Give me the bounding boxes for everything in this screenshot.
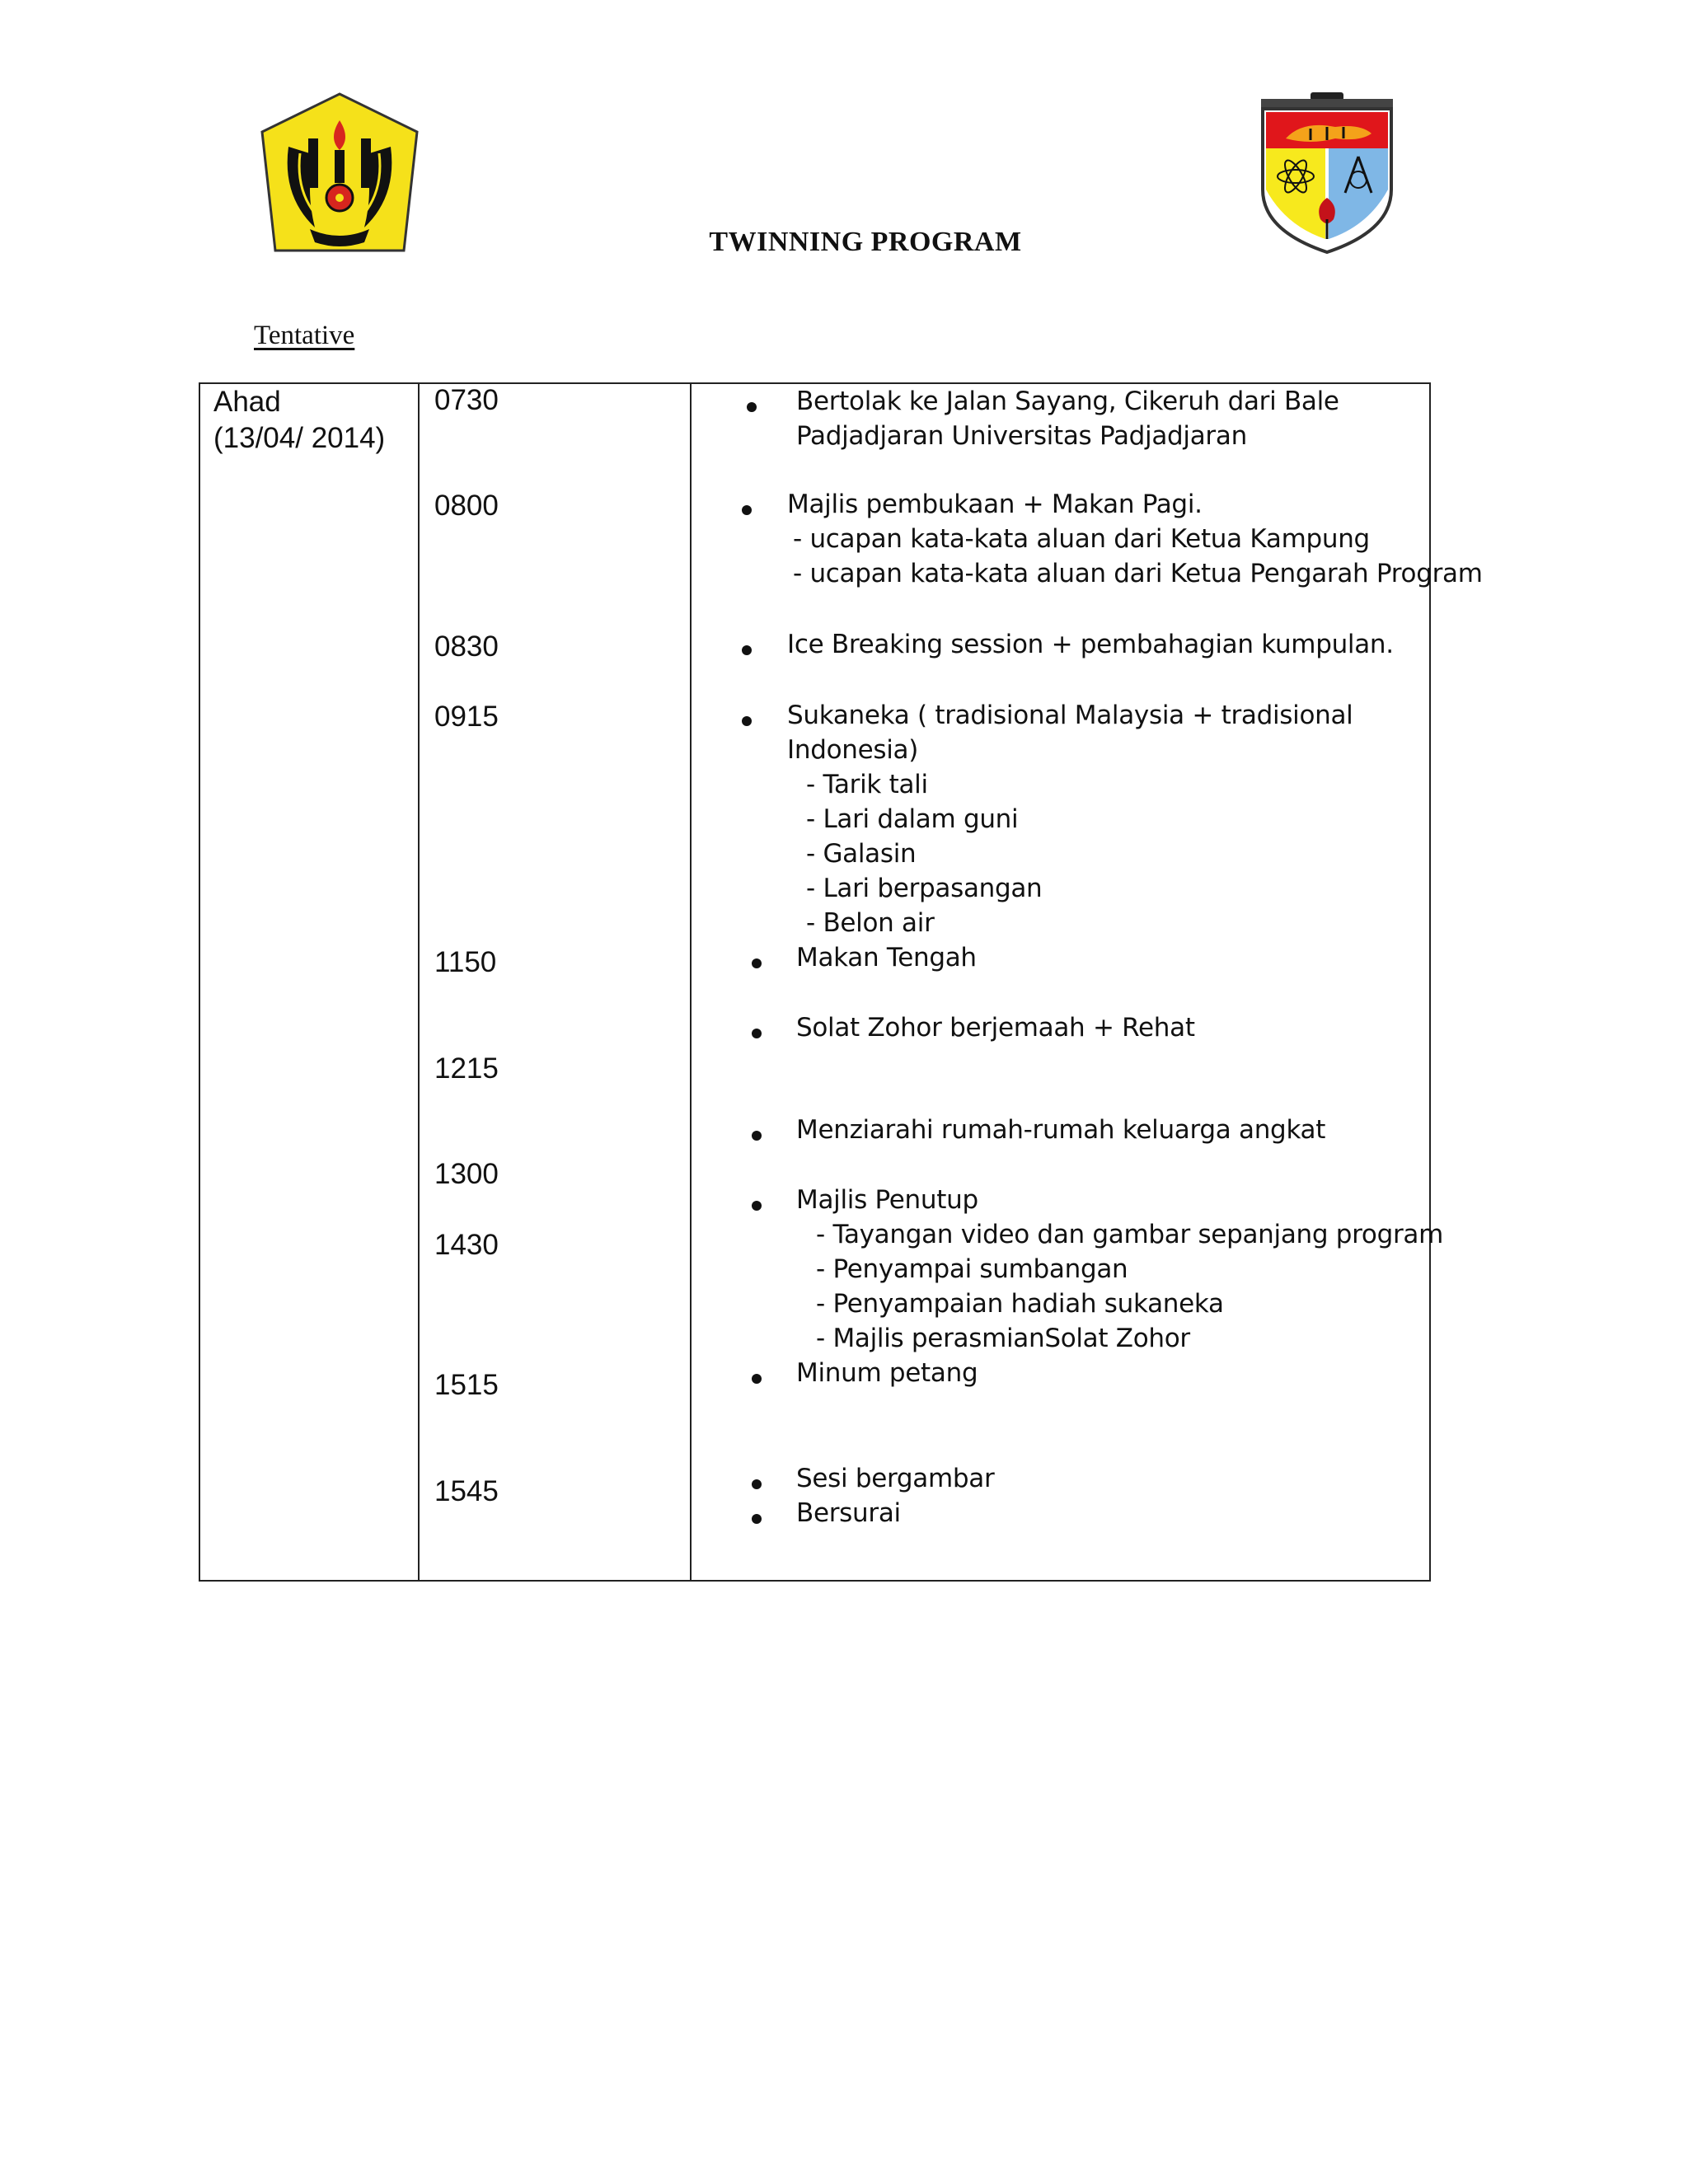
bullet-icon [752,1029,762,1038]
activity-line: Bertolak ke Jalan Sayang, Cikeruh dari Bale [796,387,1339,416]
activity-line: - Tarik tali [806,770,928,799]
time-cell: 0830 [434,630,499,663]
activity-line: Bersurai [796,1498,901,1528]
bullet-icon [752,1514,762,1524]
activity-line: Padjadjaran Universitas Padjadjaran [796,421,1247,451]
document-title: TWINNING PROGRAM [709,227,1022,257]
activity-line: Makan Tengah [796,943,977,972]
activity-line: - Majlis perasmianSolat Zohor [816,1324,1190,1353]
activity-line: - Penyampaian hadiah sukaneka [816,1289,1224,1319]
activity-line: - Lari berpasangan [806,874,1043,903]
activity-line: - Belon air [806,908,935,938]
activity-line: Minum petang [796,1358,978,1388]
time-cell: 0915 [434,701,499,733]
activity-line: Solat Zohor berjemaah + Rehat [796,1013,1195,1043]
time-cell: 1515 [434,1369,499,1401]
bullet-icon [752,958,762,968]
bullet-icon [742,645,752,655]
activity-line: Majlis pembukaan + Makan Pagi. [787,490,1203,519]
activity-line: - Penyampai sumbangan [816,1254,1128,1284]
activity-line: Majlis Penutup [796,1185,978,1215]
activity-line: Sukaneka ( tradisional Malaysia + tradisional [787,701,1353,730]
time-cell: 1150 [434,946,497,978]
bullet-icon [752,1374,762,1384]
activity-line: - Galasin [806,839,917,869]
document-subtitle: Tentative [254,321,355,350]
day-date: (13/04/ 2014) [213,422,386,454]
time-cell: 0800 [434,490,499,522]
activity-line: - Lari dalam guni [806,804,1019,834]
activity-line: - ucapan kata-kata aluan dari Ketua Pengarah Program [793,559,1483,588]
time-cell: 1545 [434,1475,499,1507]
bullet-icon [752,1201,762,1211]
activity-line: - ucapan kata-kata aluan dari Ketua Kampung [793,524,1370,554]
activity-line: Sesi bergambar [796,1464,995,1493]
bullet-icon [747,402,757,412]
table-divider [690,382,692,1582]
time-cell: 0730 [434,384,499,416]
activity-line: Indonesia) [787,735,919,765]
activity-line: Ice Breaking session + pembahagian kumpulan. [787,630,1394,659]
bullet-icon [752,1479,762,1489]
day-cell [213,384,385,457]
time-cell: 1430 [434,1229,499,1261]
activity-line: - Tayangan video dan gambar sepanjang program [816,1220,1444,1249]
day-name: Ahad [213,386,281,418]
time-cell: 1215 [434,1052,499,1085]
bullet-icon [742,716,752,726]
time-cell: 1300 [434,1158,499,1190]
bullet-icon [752,1131,762,1141]
table-divider [418,382,420,1582]
bullet-icon [742,505,752,515]
activity-line: Menziarahi rumah-rumah keluarga angkat [796,1115,1326,1145]
